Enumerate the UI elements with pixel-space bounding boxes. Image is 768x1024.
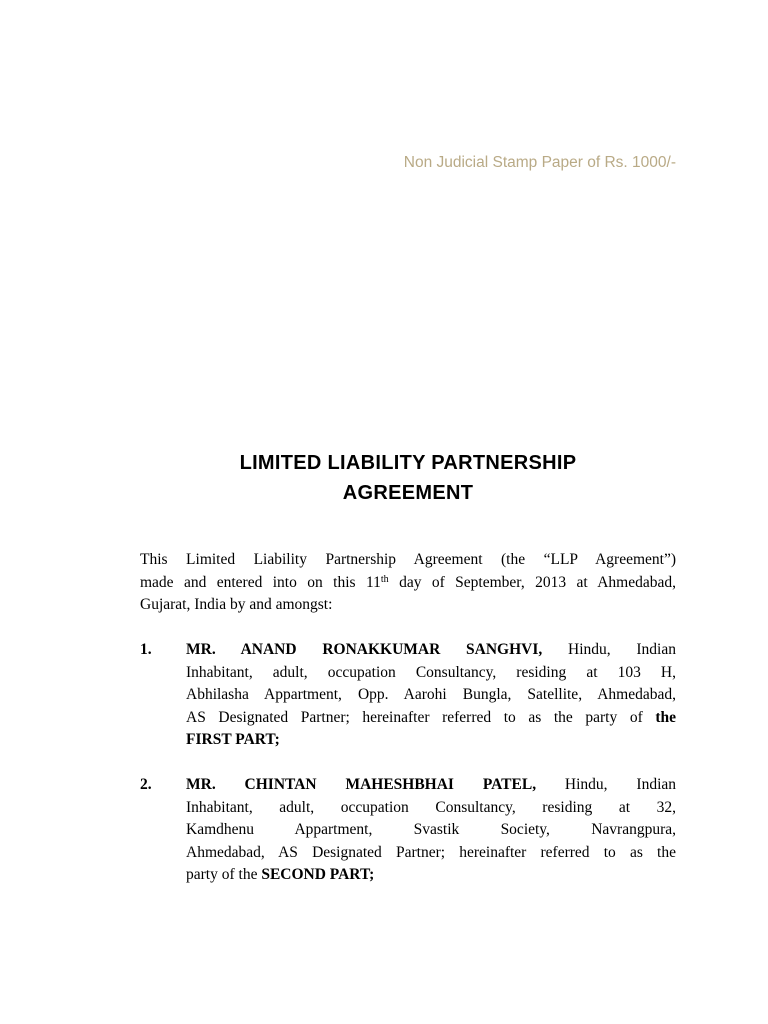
party-line-5 — [186, 864, 676, 887]
party-description — [186, 639, 676, 752]
party-name: MR. ANAND RONAKKUMAR SANGHVI, — [186, 641, 543, 658]
stamp-paper-note: Non Judicial Stamp Paper of Rs. 1000/- — [403, 154, 676, 171]
intro-line-2-post: day of September, 2013 at Ahmedabad, — [388, 573, 676, 591]
intro-paragraph — [140, 549, 676, 617]
title-line-2: AGREEMENT — [342, 482, 474, 504]
party-name: MR. CHINTAN MAHESHBHAI PATEL, — [186, 776, 537, 793]
party-number: 2. — [140, 776, 152, 793]
party-line-4-pre: AS Designated Partner; hereinafter referred to as the party of — [186, 708, 656, 726]
party-line-1-rest: Hindu, Indian — [536, 776, 677, 793]
ordinal-suffix: th — [380, 573, 389, 585]
document-title — [140, 448, 676, 508]
intro-line-1: This Limited Liability Partnership Agreement (the “LLP Agreement”) — [140, 551, 676, 568]
party-line-4: Ahmedabad, AS Designated Partner; hereinafter referred to as the — [186, 843, 676, 861]
party-line-5-pre: party of the — [186, 866, 262, 883]
party-line-1 — [186, 774, 676, 797]
intro-line-2-pre: made and entered into on this 11 — [140, 573, 381, 591]
party-part-label: SECOND PART; — [261, 866, 375, 883]
title-line-1: LIMITED LIABILITY PARTNERSHIP — [239, 452, 577, 474]
party-description — [186, 774, 676, 887]
party-part-label: FIRST PART; — [186, 731, 280, 748]
intro-line-3: Gujarat, India by and amongst: — [140, 596, 333, 613]
party-number: 1. — [140, 641, 152, 658]
party-line-2: Inhabitant, adult, occupation Consultancy, residing at 32, — [186, 798, 676, 816]
party-line-2: Inhabitant, adult, occupation Consultancy, residing at 103 H, — [186, 663, 676, 681]
party-line-4-bold: the — [655, 708, 676, 726]
party-line-3: Abhilasha Appartment, Opp. Aarohi Bungla, Satellite, Ahmedabad, — [186, 686, 676, 703]
party-line-1 — [186, 639, 676, 662]
intro-line-2 — [140, 572, 676, 595]
party-line-5 — [186, 729, 676, 752]
party-line-4 — [186, 707, 676, 730]
party-line-3: Kamdhenu Appartment, Svastik Society, Navrangpura, — [186, 821, 676, 838]
party-line-1-rest: Hindu, Indian — [542, 641, 676, 658]
